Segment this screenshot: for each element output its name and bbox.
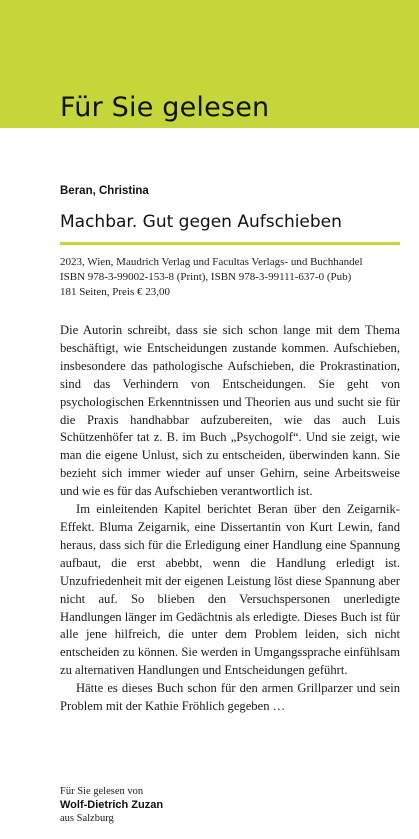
margin-strip [0, 128, 28, 839]
review-paragraph: Die Autorin schreibt, dass sie sich schon lange mit dem Thema beschäftigt, wie Entscheidungen zustande kommen. Aufschieben, insbesondere das pathologische Aufschieben, die Prokrastination, sind das Verhindern von Entscheidungen. Sie geht von psychologischen Erkenntnissen und Theorien aus und sucht sie für die Praxis handhabbar aufzubereiten, wie das auch Luis Schützenhöfer tat z. B. im Buch „Psychogolf“. Und sie zeigt, wie man die eigene Unlust, sich zu entscheiden, überwinden kann. Sie bezieht sich immer wieder auf unser Gehirn, seine Arbeitsweise und wie es für das Aufschieben verantwortlich ist. [60, 323, 400, 499]
reviewer-credit [60, 785, 163, 826]
book-meta [60, 255, 400, 300]
section-title: Für Sie gelesen [60, 92, 270, 123]
review-body [60, 322, 400, 716]
reviewer-name: Wolf-Dietrich Zuzan [60, 798, 164, 811]
reviewer-place: aus Salzburg [60, 813, 114, 824]
review-paragraph: Im einleitenden Kapitel berichtet Beran über den Zeigarnik-Effekt. Bluma Zeigarnik, eine Dissertantin von Kurt Lewin, fand heraus, dass sich für die Erledigung einer Handlung eine Spannung aufbaut, die erst abebbt, wenn die Handlung erledigt ist. Unzufriedenheit mit der eigenen Leistung löst diese Spannung aber nicht auf. So blieben den Versuchspersonen unerledigte Handlungen länger im Gedächtnis als erledigte. Dieses Buch ist für alle jene hilfreich, die unter dem Problem leiden, sich nicht entscheiden zu können. Sie werden in Umgangssprache einfühlsam zu alternativen Handlungen und Entscheidungen geführt. [60, 502, 400, 678]
isbn-line: ISBN 978-3-99002-153-8 (Print), ISBN 978-3-99111-637-0 (Pub) [60, 271, 352, 283]
review-paragraph: Hätte es dieses Buch schon für den armen Grillparzer und sein Problem mit der Kathie Fröhlich gegeben … [60, 681, 400, 714]
publisher-line: 2023, Wien, Maudrich Verlag und Facultas Verlags- und Buchhandel [60, 256, 363, 268]
book-author: Beran, Christina [60, 185, 149, 197]
title-rule [60, 242, 400, 245]
pages-price-line: 181 Seiten, Preis € 23,00 [60, 286, 170, 298]
book-title: Machbar. Gut gegen Aufschieben [60, 212, 342, 232]
credit-intro: Für Sie gelesen von [60, 786, 144, 797]
